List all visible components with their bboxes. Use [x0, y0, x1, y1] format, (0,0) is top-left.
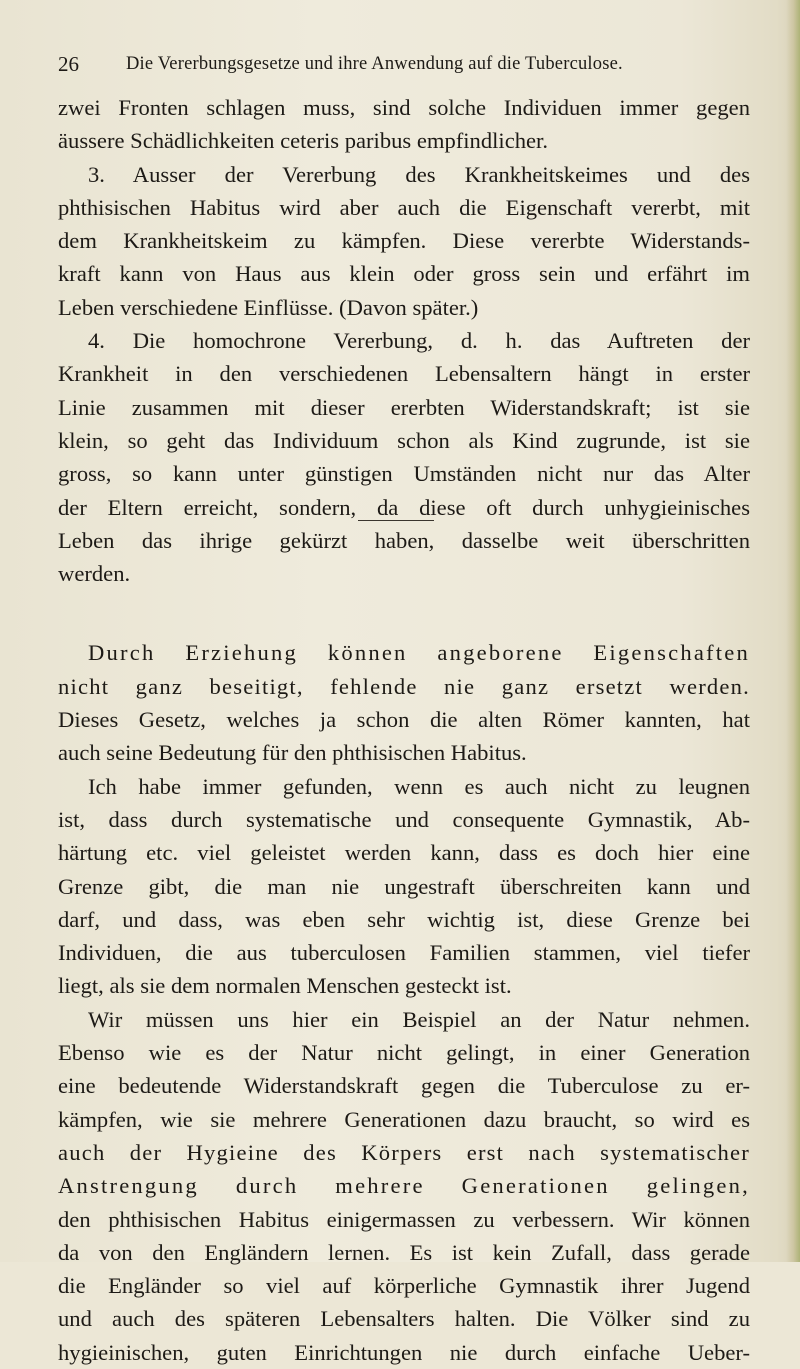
text-line: auch seine Bedeutung für den phthisischen Habitus. — [58, 740, 527, 766]
text-line: Durch Erziehung können angeborene Eigenschaften — [88, 640, 750, 666]
text-line: dem Krankheitskeim zu kämpfen. Diese vererbte Widerstands- — [58, 228, 750, 254]
page-edge-shadow — [786, 0, 800, 1262]
body-text — [58, 91, 750, 1369]
section-divider-rule — [358, 520, 434, 521]
text-line: Anstrengung durch mehrere Generationen gelingen, — [58, 1173, 750, 1199]
text-line: härtung etc. viel geleistet werden kann, dass es doch hier eine — [58, 840, 750, 866]
text-line: äussere Schädlichkeiten ceteris paribus empfindlicher. — [58, 128, 548, 154]
text-line: Linie zusammen mit dieser ererbten Widerstandskraft; ist sie — [58, 394, 750, 420]
text-line: kraft kann von Haus aus klein oder gross sein und erfährt im — [58, 261, 750, 287]
text-line: 3. Ausser der Vererbung des Krankheitskeimes und des — [88, 161, 750, 187]
text-line: darf, und dass, was eben sehr wichtig ist, diese Grenze bei — [58, 906, 750, 932]
page-header — [58, 52, 748, 82]
text-line: Ich habe immer gefunden, wenn es auch nicht zu leugnen — [88, 773, 750, 799]
text-line: liegt, als sie dem normalen Menschen gesteckt ist. — [58, 973, 512, 999]
text-line: hygieinischen, guten Einrichtungen nie durch einfache Ueber- — [58, 1339, 750, 1365]
text-section-1 — [58, 91, 750, 590]
text-line: nicht ganz beseitigt, fehlende nie ganz ersetzt werden. — [58, 673, 750, 699]
text-section-2 — [58, 636, 750, 1369]
running-title: Die Vererbungsgesetze und ihre Anwendung auf die Tuberculose. — [126, 54, 623, 74]
text-line: eine bedeutende Widerstandskraft gegen die Tuberculose zu er- — [58, 1073, 750, 1099]
text-line: da von den Engländern lernen. Es ist kein Zufall, dass gerade — [58, 1239, 750, 1265]
text-line: klein, so geht das Individuum schon als Kind zugrunde, ist sie — [58, 427, 750, 453]
text-line: den phthisischen Habitus einigermassen zu verbessern. Wir können — [58, 1206, 750, 1232]
page-number: 26 — [58, 52, 79, 76]
text-line: gross, so kann unter günstigen Umständen nicht nur das Alter — [58, 461, 750, 487]
text-line: kämpfen, wie sie mehrere Generationen dazu braucht, so wird es — [58, 1106, 750, 1132]
text-line: und auch des späteren Lebensalters halten. Die Völker sind zu — [58, 1306, 750, 1332]
text-line: phthisischen Habitus wird aber auch die Eigenschaft vererbt, mit — [58, 194, 750, 220]
section-gap — [58, 590, 750, 636]
text-line: Ebenso wie es der Natur nicht gelingt, in einer Generation — [58, 1040, 750, 1066]
text-line: Leben das ihrige gekürzt haben, dasselbe weit überschritten — [58, 527, 750, 553]
text-line: die Engländer so viel auf körperliche Gymnastik ihrer Jugend — [58, 1273, 750, 1299]
text-line: Dieses Gesetz, welches ja schon die alten Römer kannten, hat — [58, 707, 750, 733]
text-line: Krankheit in den verschiedenen Lebensaltern hängt in erster — [58, 361, 750, 387]
text-line: Individuen, die aus tuberculosen Familien stammen, viel tiefer — [58, 940, 750, 966]
text-line: zwei Fronten schlagen muss, sind solche Individuen immer gegen — [58, 95, 750, 120]
text-line: ist, dass durch systematische und consequente Gymnastik, Ab- — [58, 806, 750, 832]
text-line: der Eltern erreicht, sondern, da diese oft durch unhygieinisches — [58, 494, 750, 520]
text-line: Leben verschiedene Einflüsse. (Davon später.) — [58, 294, 479, 320]
text-line: auch der Hygieine des Körpers erst nach systematischer — [58, 1139, 750, 1165]
text-line: werden. — [58, 561, 131, 587]
text-line: 4. Die homochrone Vererbung, d. h. das Auftreten der — [88, 328, 750, 354]
text-line: Wir müssen uns hier ein Beispiel an der Natur nehmen. — [88, 1006, 750, 1032]
text-line: Grenze gibt, die man nie ungestraft überschreiten kann und — [58, 873, 750, 899]
